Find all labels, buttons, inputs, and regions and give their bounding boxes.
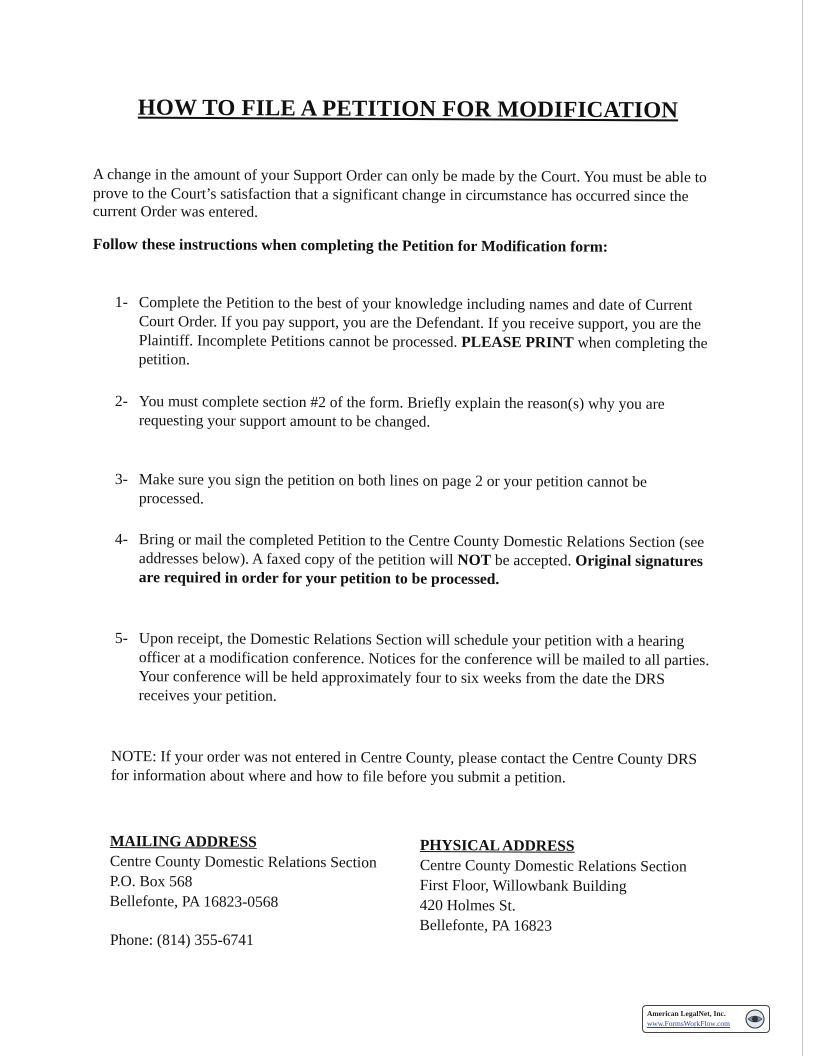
step-text: You must complete section #2 of the form. Briefly explain the reason(s) why you are requesting your support amount to be changed.	[138, 393, 665, 431]
physical-address-block	[419, 836, 720, 938]
step-text-part: when completing the petition.	[138, 334, 708, 369]
step-text: Upon receipt, the Domestic Relations Section will schedule your petition with a hearing officer at a modification conference. Notices for the conference will be mailed to all parties. Your conference will be held approximately four to six weeks from the date the DRS receives your petition.	[138, 630, 710, 705]
step-text-bold: Original signatures are required in order for your petition to be processed.	[138, 552, 703, 589]
page-title: HOW TO FILE A PETITION FOR MODIFICATION	[137, 94, 679, 123]
step-text: Make sure you sign the petition on both lines on page 2 or your petition cannot be processed.	[138, 471, 647, 508]
step-number: 4-	[114, 531, 128, 549]
note-paragraph: NOTE: If your order was not entered in Centre County, please contact the Centre County DRS for information about where and how to file before you submit a petition.	[110, 748, 698, 787]
intro-paragraph: A change in the amount of your Support Order can only be made by the Court. You must be able to prove to the Court’s satisfaction that a significant change in circumstance has occurred since the current Order was entered.	[92, 166, 707, 221]
footer-logo	[642, 1005, 770, 1033]
globe-icon	[745, 1009, 765, 1029]
mailing-address-heading: MAILING ADDRESS	[109, 833, 257, 851]
physical-address-line: First Floor, Willowbank Building	[419, 876, 627, 896]
mailing-address-line: Bellefonte, PA 16823-0568	[109, 892, 279, 911]
step-text	[139, 293, 715, 372]
mailing-address-line: P.O. Box 568	[109, 872, 193, 891]
step-text-part: Complete the Petition to the best of your knowledge including names and date of Current Court Order. If you pay support, you are the Defendant. If you receive support, you are the Plaintiff. Incomplete Petitions cannot be processed.	[138, 294, 702, 351]
step-text-bold: PLEASE PRINT	[461, 333, 574, 352]
step-text-bold: NOT	[457, 551, 492, 569]
physical-address-heading: PHYSICAL ADDRESS	[419, 837, 575, 855]
step-number: 5-	[114, 630, 128, 648]
mailing-address-line: Centre County Domestic Relations Section	[109, 852, 377, 872]
logo-url-link[interactable]: www.FormsWorkFlow.com	[647, 1019, 731, 1028]
step-3	[115, 470, 715, 511]
step-text-part: Bring or mail the completed Petition to the Centre County Domestic Relations Section (see addresses below). A faxed copy of the petition will	[138, 531, 705, 569]
physical-address-line: 420 Holmes St.	[419, 896, 516, 915]
step-text-part: be accepted.	[490, 551, 576, 570]
scan-edge-line	[802, 0, 803, 1056]
mailing-address-block	[110, 832, 400, 914]
step-number: 2-	[114, 393, 128, 411]
step-5	[115, 629, 715, 708]
step-4	[115, 530, 715, 590]
step-text	[139, 530, 715, 590]
physical-address-line: Centre County Domestic Relations Section	[419, 856, 687, 876]
step-number: 3-	[114, 471, 128, 489]
instructions-heading: Follow these instructions when completing the Petition for Modification form:	[92, 235, 609, 256]
step-number: 1-	[114, 294, 128, 312]
step-1	[115, 293, 715, 372]
logo-company-name: American LegalNet, Inc.	[647, 1009, 726, 1018]
physical-address-line: Bellefonte, PA 16823	[419, 916, 553, 935]
phone-number: Phone: (814) 355-6741	[110, 932, 254, 949]
step-2	[115, 392, 715, 433]
